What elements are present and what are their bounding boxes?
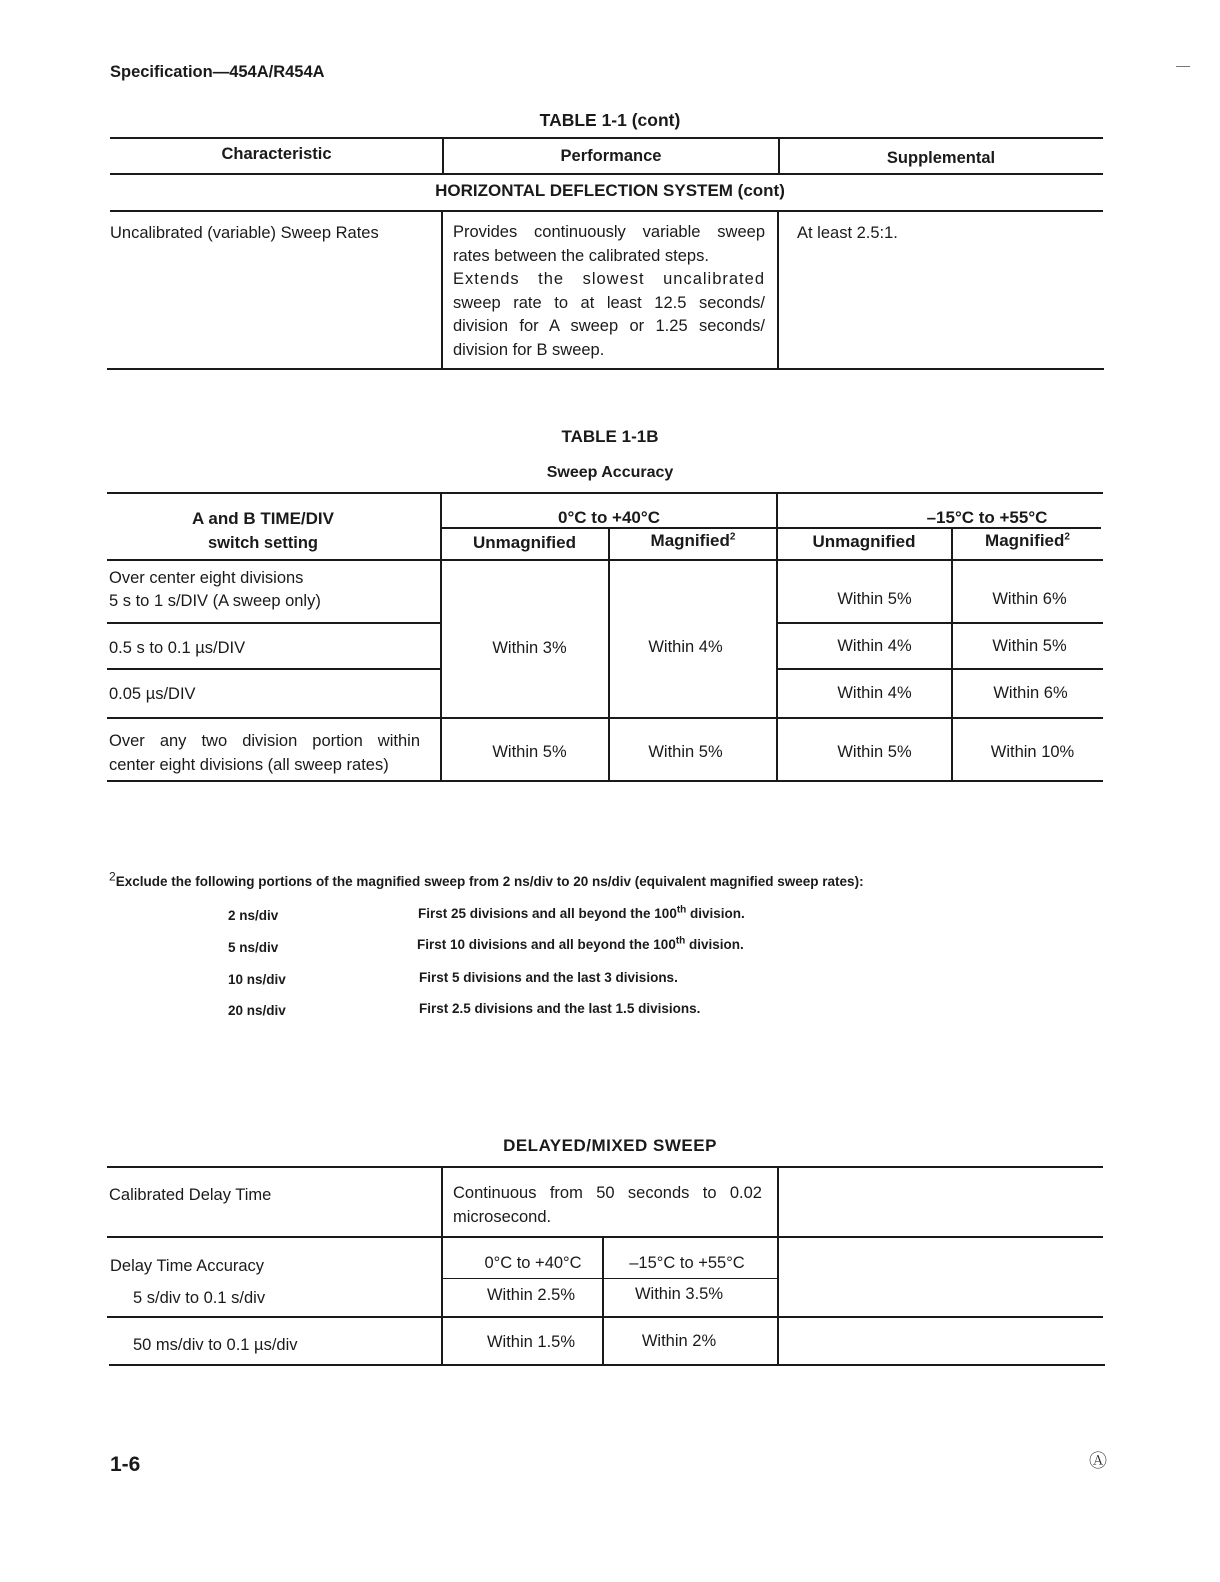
- footnote-desc-1: First 25 divisions and all beyond the 100th division.: [418, 904, 745, 921]
- row-characteristic: Uncalibrated (variable) Sweep Rates: [110, 224, 379, 242]
- row1-hot-unmag: Within 5%: [837, 590, 912, 608]
- footnote-rate-1: 2 ns/div: [228, 908, 279, 923]
- row3-hot-unmag: Within 4%: [837, 684, 912, 702]
- col-supplemental: Supplemental: [886, 149, 996, 167]
- footnote-text: $^2$Exclude the following portions of the magnified sweep from 2 ns/div to 20 ns/div (equivalent magnified sweep rates):: [109, 869, 864, 889]
- footnote-desc-4: First 2.5 divisions and the last 1.5 divisions.: [419, 1001, 701, 1016]
- delay-row1-hot: Within 3.5%: [634, 1285, 724, 1303]
- table-1-1-title: TABLE 1-1 (cont): [539, 110, 681, 130]
- footnote-rate-3: 10 ns/div: [228, 972, 286, 987]
- row4-cold-mag: Within 5%: [648, 743, 723, 761]
- delay-row2-setting: 50 ms/div to 0.1 µs/div: [133, 1336, 298, 1354]
- corner-mark: [1176, 66, 1190, 67]
- row3-hot-mag: Within 6%: [993, 684, 1068, 702]
- logo-mark: Ⓐ: [1089, 1451, 1107, 1471]
- range-header-1: 0°C to +40°C: [558, 508, 660, 527]
- row2-hot-unmag: Within 4%: [837, 637, 912, 655]
- delay-range-2: –15°C to +55°C: [629, 1254, 745, 1272]
- subheader-magnified-1: Magnified$^2$: [650, 531, 736, 550]
- calibrated-delay-label: Calibrated Delay Time: [109, 1186, 272, 1204]
- delay-row1-setting: 5 s/div to 0.1 s/div: [133, 1289, 266, 1307]
- subheader-magnified-2: Magnified$^2$: [985, 531, 1070, 550]
- merged-cold-unmag: Within 3%: [492, 639, 567, 657]
- row-supplemental: At least 2.5:1.: [797, 224, 898, 242]
- footnote-desc-2: First 10 divisions and all beyond the 100th division.: [417, 935, 744, 952]
- row4-setting-line2: center eight divisions (all sweep rates): [109, 756, 389, 774]
- row3-setting: 0.05 µs/DIV: [109, 685, 196, 703]
- delay-range-1: 0°C to +40°C: [484, 1254, 582, 1272]
- row-performance: Provides continuously variable sweep rates between the calibrated steps. Extends the slowest uncalibrated sweep rate to at least 12.5 seconds/ division for A sweep or 1.25 seconds/ division for B sweep.: [453, 223, 765, 359]
- row2-hot-mag: Within 5%: [992, 637, 1067, 655]
- calibrated-delay-line2: microsecond.: [453, 1208, 552, 1226]
- delay-row2-cold: Within 1.5%: [486, 1333, 576, 1351]
- table-1-1b-title: TABLE 1-1B: [561, 427, 659, 446]
- col-characteristic: Characteristic: [221, 145, 332, 163]
- page-number: 1-6: [110, 1453, 141, 1476]
- merged-cold-mag: Within 4%: [648, 638, 723, 656]
- row1-setting-line1: Over center eight divisions: [109, 569, 304, 587]
- footnote-rate-2: 5 ns/div: [228, 940, 279, 955]
- footnote-desc-3: First 5 divisions and the last 3 divisions.: [419, 970, 678, 985]
- delay-row2-hot: Within 2%: [641, 1332, 717, 1350]
- row2-setting: 0.5 s to 0.1 µs/DIV: [109, 639, 246, 657]
- subheader-unmagnified-1: Unmagnified: [473, 533, 576, 552]
- table-1-1b-subtitle: Sweep Accuracy: [546, 464, 674, 481]
- calibrated-delay-line1: Continuous from 50 seconds to 0.02: [453, 1184, 762, 1202]
- row4-hot-unmag: Within 5%: [837, 743, 912, 761]
- col-setting-line1: A and B TIME/DIV: [192, 509, 334, 528]
- footnote-rate-4: 20 ns/div: [228, 1003, 286, 1018]
- row4-setting-line1: Over any two division portion within: [109, 732, 420, 750]
- delay-accuracy-label: Delay Time Accuracy: [110, 1257, 265, 1275]
- section-heading: HORIZONTAL DEFLECTION SYSTEM (cont): [435, 181, 785, 200]
- subheader-unmagnified-2: Unmagnified: [812, 532, 916, 551]
- row4-hot-mag: Within 10%: [990, 743, 1075, 761]
- row1-hot-mag: Within 6%: [992, 590, 1067, 608]
- col-performance: Performance: [560, 147, 662, 165]
- range-header-2: –15°C to +55°C: [926, 508, 1048, 527]
- running-title: Specification—454A/R454A: [110, 63, 325, 81]
- row4-cold-unmag: Within 5%: [492, 743, 567, 761]
- row1-setting-line2: 5 s to 1 s/DIV (A sweep only): [109, 592, 321, 610]
- delayed-title: DELAYED/MIXED SWEEP: [503, 1136, 717, 1155]
- col-setting-line2: switch setting: [207, 534, 318, 552]
- delay-row1-cold: Within 2.5%: [486, 1286, 576, 1304]
